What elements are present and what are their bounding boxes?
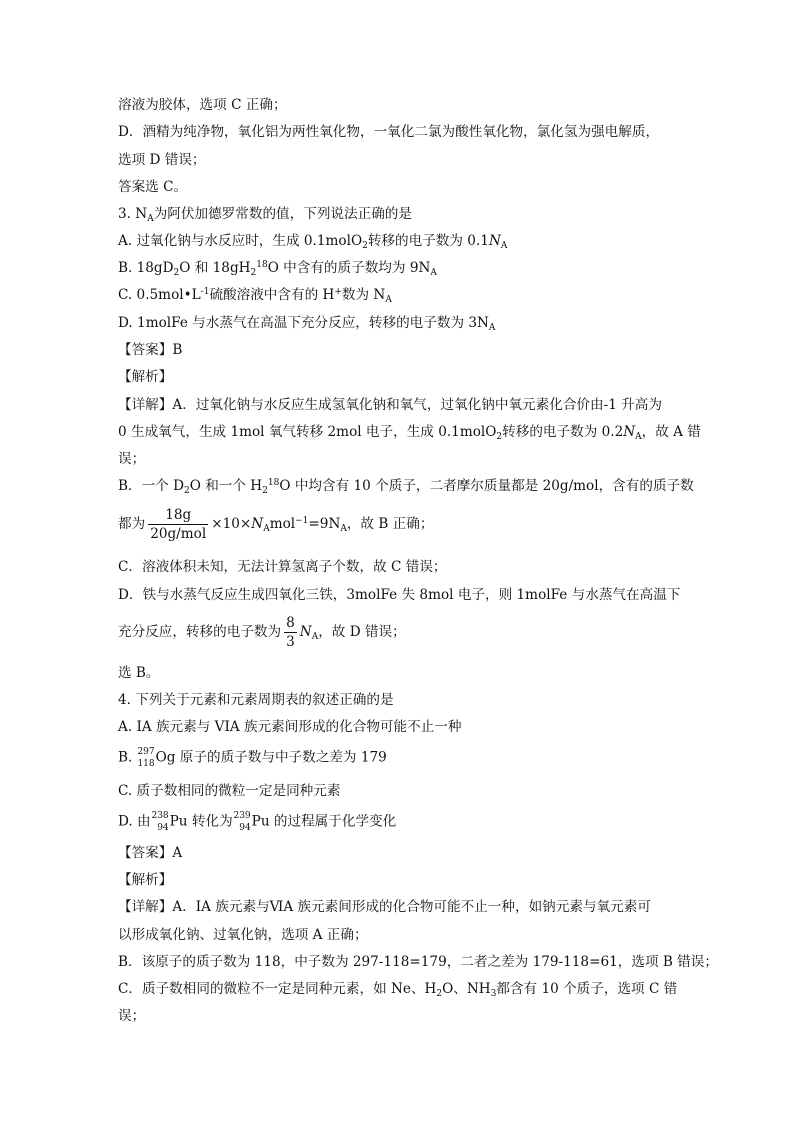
- fraction: $\frac{8}{3}$: [286, 615, 295, 650]
- formula-line: 都为 $\frac{18g}{\text{20g/mol}}$ $\times 10\times N_Amol^{-1}=9N_A$，故 B 正确；: [118, 507, 434, 542]
- text-line: 误；: [118, 451, 146, 467]
- answer-label: 【答案】B: [118, 342, 183, 358]
- text-line: C．溶液体积未知，无法计算氢离子个数，故 C 错误；: [118, 559, 447, 575]
- question-4-option-a: A. IA 族元素与 VIA 族元素间形成的化合物可能不止一种: [118, 719, 462, 735]
- text-line: 0 生成氧气，生成 1mol 氧气转移 2mol 电子，生成 0.1molO$_2$转移的电子数为 $0.2N_A$，故 A 错: [118, 424, 701, 442]
- text-line: 误；: [118, 1008, 146, 1024]
- analysis-label: 【解析】: [118, 369, 173, 385]
- text-line: 选 B。: [118, 665, 160, 681]
- analysis-label: 【解析】: [118, 872, 173, 888]
- question-4-stem: 4. 下列关于元素和元素周期表的叙述正确的是: [118, 692, 394, 708]
- isotope-notation: 239 94: [233, 811, 251, 833]
- text-line: 【详解】A．过氧化钠与水反应生成氢氧化钠和氧气，过氧化钠中氧元素化合价由-1 升高为: [118, 397, 662, 413]
- question-4-option-c: C. 质子数相同的微粒一定是同种元素: [118, 783, 341, 799]
- question-3-option-a: A. 过氧化钠与水反应时，生成 0.1molO$_2$转移的电子数为 $0.1N_A$: [118, 233, 508, 251]
- text-line: 溶液为胶体，选项 C 正确；: [118, 97, 287, 113]
- question-4-option-b: B. 297 118 Og 原子的质子数与中子数之差为 179: [118, 747, 387, 769]
- question-3-option-c: C. $0.5mol•L^{-1}$硫酸溶液中含有的 H+数为 $N_A$: [118, 287, 392, 305]
- question-3-option-d: D. 1molFe 与水蒸气在高温下充分反应，转移的电子数为 $3N_A$: [118, 315, 496, 333]
- answer-label: 【答案】A: [118, 845, 183, 861]
- text-line: 答案选 C。: [118, 179, 188, 195]
- isotope-notation: 297 118: [137, 747, 155, 769]
- text-line: D．酒精为纯净物，氧化铝为两性氧化物，一氧化二氯为酸性氧化物，氯化氢为强电解质，: [118, 124, 660, 140]
- text-line: B．一个 $D_2O$ 和一个 $H_2^{18}O$ 中均含有 10 个质子，二者摩尔质量都是 20g/mol，含有的质子数: [118, 478, 694, 496]
- question-4-option-d: D. 由 238 94 Pu 转化为 239 94 Pu 的过程属于化学变化: [118, 811, 397, 833]
- text-line: C．质子数相同的微粒不一定是同种元素，如 Ne、$H_2O$、$NH_3$都含有 10 个质子，选项 C 错: [118, 981, 678, 999]
- question-3-stem: 3. $N_A$为阿伏加德罗常数的值，下列说法正确的是: [118, 206, 412, 224]
- text-line: 以形成氧化钠、过氧化钠，选项 A 正确；: [118, 927, 368, 943]
- formula-line: 充分反应，转移的电子数为 $\frac{8}{3}$ $N_A$，故 D 错误；: [118, 615, 406, 650]
- text-line: 选项 D 错误；: [118, 152, 206, 168]
- text-line: B．该原子的质子数为 118，中子数为 297-118=179，二者之差为 179-118=61，选项 B 错误；: [118, 954, 718, 970]
- question-3-option-b: B. $18gD_2O$ 和 $18gH_2^{18}O$ 中含有的质子数均为 $9N_A$: [118, 260, 437, 278]
- fraction: $\frac{18g}{\text{20g/mol}}$: [150, 507, 207, 542]
- text-line: D．铁与水蒸气反应生成四氧化三铁，3molFe 失 8mol 电子，则 1molFe 与水蒸气在高温下: [118, 587, 681, 603]
- text-line: 【详解】A．ⅠA 族元素与ⅥA 族元素间形成的化合物可能不止一种，如钠元素与氧元素可: [118, 899, 651, 915]
- isotope-notation: 238 94: [151, 811, 169, 833]
